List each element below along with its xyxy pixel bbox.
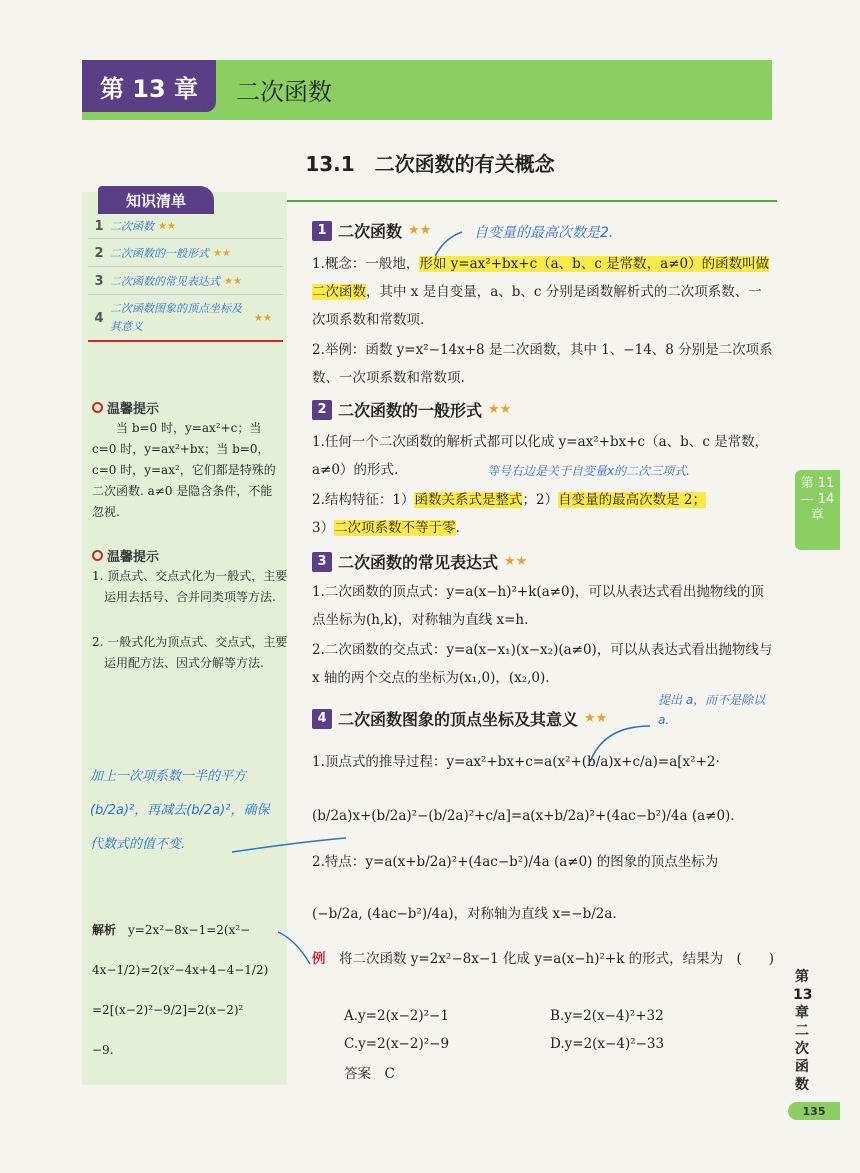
knowledge-item: 2 二次函数的一般形式 ★★ <box>88 240 283 267</box>
feature-line-1: 2.特点：y=a(x+b/2a)²+(4ac−b²)/4a (a≠0) 的图象的顶点坐标为 <box>312 854 719 870</box>
knowledge-item: 1 二次函数 ★★ <box>88 214 283 239</box>
star-icon: ★★ <box>504 554 528 569</box>
handwritten-note: 等号右边是关于自变量x的二次三项式. <box>487 464 690 478</box>
side-chapter: 第 13 章 二次函数 <box>793 969 813 1093</box>
chapter-tab: 第 11 — 14 章 <box>795 470 840 550</box>
intercept-form-paragraph: 2.二次函数的交点式：y=a(x−x₁)(x−x₂)(a≠0)，可以从表达式看出抛物线与 x 轴的两个交点的坐标为(x₁,0)，(x₂,0). <box>312 642 773 686</box>
answer: 答案 C <box>344 1066 395 1082</box>
example-stem: 例 将二次函数 y=2x²−8x−1 化成 y=a(x−h)²+k 的形式，结果为 ( ) <box>312 951 774 967</box>
star-icon: ★★ <box>408 223 432 238</box>
feature-line-2: (−b/2a, (4ac−b²)/4a)，对称轴为直线 x=−b/2a. <box>312 906 617 922</box>
tip-text: 2. 一般式化为顶点式、交点式，主要运用配方法、因式分解等方法. <box>92 635 288 670</box>
page-number: 135 <box>788 1102 840 1120</box>
chapter-name: 二次函数 <box>236 78 332 106</box>
heading-1: 1 二次函数 ★★ <box>312 219 431 242</box>
handwritten-note: 提出 a，而不是除以a. <box>658 693 766 727</box>
handwritten-note: 加上一次项系数一半的平方(b/2a)²，再减去(b/2a)²，确保代数式的值不变. <box>90 769 270 852</box>
tip-text: 当 b=0 时，y=ax²+c；当 c=0 时，y=ax²+bx；当 b=0，c=0 时，y=ax²，它们都是特殊的二次函数. a≠0 是隐含条件，不能忽视. <box>92 421 276 519</box>
heading-4: 4 二次函数图象的顶点坐标及其意义 ★★ <box>312 707 607 730</box>
derivation-line-2: (b/2a)x+(b/2a)²−(b/2a)²+c/a]=a(x+b/2a)²+(4ac−b²)/4a (a≠0). <box>312 808 735 824</box>
concept-paragraph: 1.概念：一般地，形如 y=ax²+bx+c（a、b、c 是常数，a≠0）的函数叫做二次函数，其中 x 是自变量，a、b、c 分别是函数解析式的二次项系数、一次项系数和常数项. <box>312 256 770 328</box>
general-form-paragraph: 1.任何一个二次函数的解析式都可以化成 y=ax²+bx+c（a、b、c 是常数，a≠0）的形式. <box>312 434 769 478</box>
option-a: A.y=2(x−2)²−1 <box>344 1008 449 1024</box>
knowledge-item: 3 二次函数的常见表达式 ★★ <box>88 268 283 295</box>
option-d: D.y=2(x−4)²−33 <box>550 1036 665 1052</box>
knowledge-item: 4 二次函数图象的顶点坐标及其意义 ★★ <box>88 296 283 342</box>
option-c: C.y=2(x−2)²−9 <box>344 1036 450 1052</box>
derivation-line-1: 1.顶点式的推导过程：y=ax²+bx+c=a(x²+(b/a)x+c/a)=a[x²+2· <box>312 754 720 770</box>
star-icon: ★★ <box>224 275 242 287</box>
vertex-form-paragraph: 1.二次函数的顶点式：y=a(x−h)²+k(a≠0)，可以从表达式看出抛物线的顶点坐标为(h,k)，对称轴为直线 x=h. <box>312 584 764 628</box>
arrow-icon <box>278 932 310 964</box>
example-paragraph: 2.举例：函数 y=x²−14x+8 是二次函数，其中 1、−14、8 分别是二次项系数、一次项系数和常数项. <box>312 342 773 386</box>
option-b: B.y=2(x−4)²+32 <box>550 1008 664 1024</box>
star-icon: ★★ <box>254 312 272 324</box>
star-icon: ★★ <box>158 220 176 232</box>
star-icon: ★★ <box>488 402 512 417</box>
tip-title: 温馨提示 <box>92 398 159 417</box>
tip-text: 1. 顶点式、交点式化为一般式，主要运用去括号、合并同类项等方法. <box>92 569 288 604</box>
star-icon: ★★ <box>584 711 608 726</box>
heading-2: 2 二次函数的一般形式 ★★ <box>312 398 511 421</box>
handwritten-note: 自变量的最高次数是2. <box>474 225 614 241</box>
heading-3: 3 二次函数的常见表达式 ★★ <box>312 550 527 573</box>
section-title: 13.1 二次函数的有关概念 <box>305 152 555 176</box>
structure-paragraph: 2.结构特征：1）函数关系式是整式；2）自变量的最高次数是 2； 3）二次项系数不等于零. <box>312 492 706 536</box>
analysis: 解析 y=2x²−8x−1=2(x²− 4x−1/2)=2(x²−4x+4−4−1/2) =2[(x−2)²−9/2]=2(x−2)² −9. <box>92 923 269 1057</box>
chapter-label: 第 13 章 <box>82 60 216 112</box>
tip-title: 温馨提示 <box>92 546 159 565</box>
star-icon: ★★ <box>213 247 231 259</box>
knowledge-title: 知识清单 <box>98 186 214 214</box>
